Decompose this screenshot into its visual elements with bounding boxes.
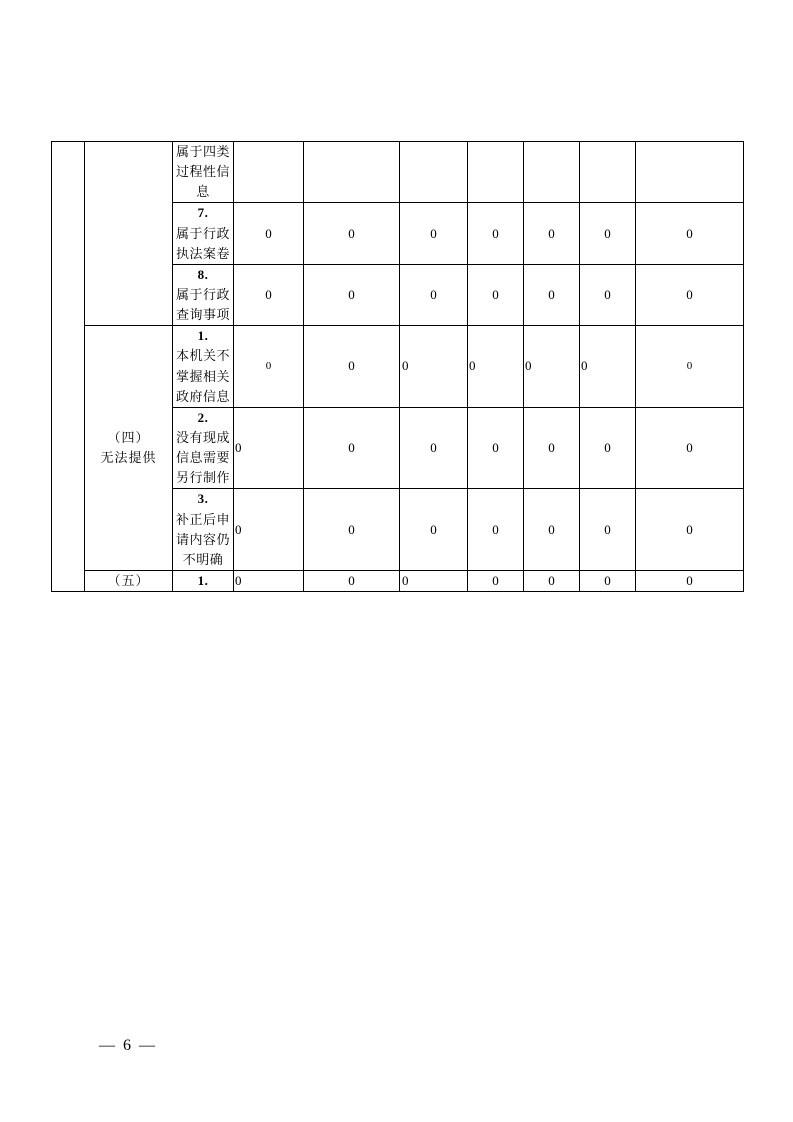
- value-cell: [468, 142, 524, 203]
- value-cell: 0: [468, 489, 524, 571]
- value-cell: 0: [400, 570, 468, 591]
- value-cell: 0: [304, 326, 400, 408]
- value-cell: 0: [636, 203, 744, 264]
- table-row: [52, 142, 744, 203]
- value-cell: 0: [234, 203, 304, 264]
- row-number: 3.: [197, 491, 209, 507]
- value-cell: 0: [636, 489, 744, 571]
- row-label-text: 补正后申请内容仍不明确: [175, 511, 230, 567]
- value-cell: 0: [304, 570, 400, 591]
- value-cell: 0: [468, 203, 524, 264]
- group-cell-empty: [85, 142, 173, 326]
- value-cell: 0: [304, 203, 400, 264]
- value-cell: 0: [304, 407, 400, 489]
- group-cell-five: （五）: [85, 570, 173, 591]
- group-label-line1: （四）: [107, 429, 150, 445]
- value-cell: 0: [580, 203, 636, 264]
- value-cell: 0: [580, 489, 636, 571]
- value-cell: 0: [234, 489, 304, 571]
- row-label-admin-enforcement-file: [173, 203, 234, 264]
- value-cell: [304, 142, 400, 203]
- value-cell: 0: [468, 407, 524, 489]
- value-cell: [400, 142, 468, 203]
- value-cell: 0: [234, 570, 304, 591]
- value-cell: 0: [304, 264, 400, 325]
- page-number: — 6 —: [99, 1037, 157, 1054]
- value-cell: [524, 142, 580, 203]
- value-cell: 0: [524, 264, 580, 325]
- row-number: 2.: [197, 409, 209, 425]
- value-cell: 0: [580, 407, 636, 489]
- value-cell: 0: [524, 203, 580, 264]
- value-cell: 0: [468, 326, 524, 408]
- value-cell: [580, 142, 636, 203]
- statistics-table: [51, 141, 744, 592]
- row-label-organ-does-not-hold: [173, 326, 234, 408]
- table-row: [52, 570, 744, 591]
- row-number: 1.: [197, 572, 209, 588]
- value-cell: 0: [234, 407, 304, 489]
- row-number: 7.: [197, 205, 209, 221]
- value-cell: 0: [580, 570, 636, 591]
- row-label-text: 属于行政执法案卷: [175, 225, 230, 261]
- value-cell: 0: [524, 489, 580, 571]
- value-cell: 0: [400, 264, 468, 325]
- group-label-line2: 无法提供: [100, 450, 157, 466]
- value-cell: 0: [636, 264, 744, 325]
- value-cell: 0: [304, 489, 400, 571]
- value-cell: 0: [468, 570, 524, 591]
- value-cell: [636, 142, 744, 203]
- row-label-text: 没有现成信息需要另行制作: [175, 429, 230, 486]
- row-label-text: 属于四类过程性信息: [175, 144, 230, 200]
- value-cell: 0: [400, 326, 468, 408]
- value-cell: 0: [400, 203, 468, 264]
- row-label-still-unclear-after-correction: [173, 489, 234, 571]
- value-cell: 0: [580, 326, 636, 408]
- row-label-group-five-item-1: [173, 570, 234, 591]
- group-cell-four-cannot-provide: [85, 326, 173, 571]
- row-number: 1.: [197, 328, 209, 344]
- value-cell: 0: [636, 326, 744, 408]
- row-label-text: 本机关不掌握相关政府信息: [175, 348, 230, 404]
- value-cell: 0: [234, 326, 304, 408]
- value-cell: 0: [524, 570, 580, 591]
- value-cell: 0: [580, 264, 636, 325]
- value-cell: 0: [400, 489, 468, 571]
- row-label-four-types-process-info: [173, 142, 234, 203]
- row-number: 8.: [197, 266, 209, 282]
- value-cell: 0: [524, 407, 580, 489]
- outer-spacer-cell: [52, 142, 85, 592]
- value-cell: [234, 142, 304, 203]
- value-cell: 0: [524, 326, 580, 408]
- table-row: [52, 326, 744, 408]
- row-label-no-ready-made-info: [173, 407, 234, 489]
- row-label-admin-inquiry-matter: [173, 264, 234, 325]
- value-cell: 0: [636, 570, 744, 591]
- value-cell: 0: [234, 264, 304, 325]
- value-cell: 0: [400, 407, 468, 489]
- value-cell: 0: [636, 407, 744, 489]
- row-label-text: 属于行政查询事项: [175, 286, 230, 323]
- value-cell: 0: [468, 264, 524, 325]
